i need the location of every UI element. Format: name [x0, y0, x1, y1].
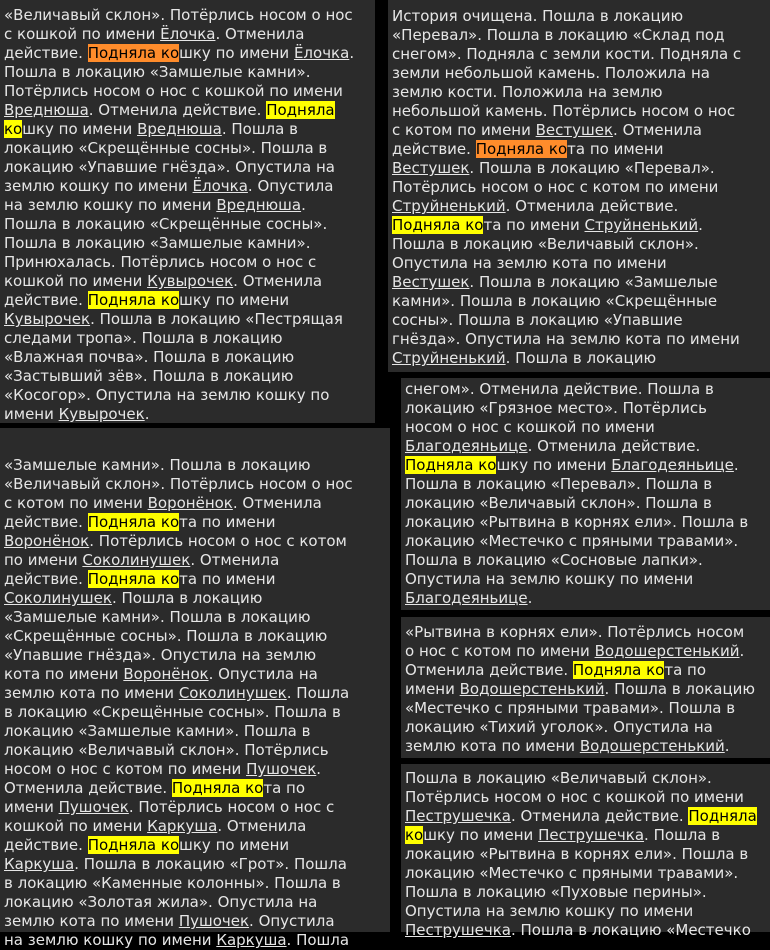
character-name-link[interactable]: Вестушек: [392, 159, 470, 177]
character-name-link[interactable]: Кувырочек: [58, 405, 145, 423]
highlighted-text: Подняла ко: [87, 570, 180, 588]
character-name-link[interactable]: Соколинушек: [178, 684, 287, 702]
log-text-run: та по имени: [567, 140, 664, 158]
log-text-run: . Пошла в локацию «Перевал». Потёрлись носом о нос с котом по имени: [392, 159, 719, 196]
character-name-link[interactable]: Водошерстенький: [579, 737, 725, 755]
log-text-run: . Пошла в локацию «Величавый склон». Опустила на землю кота по имени: [392, 216, 703, 272]
log-text-run: . Отменила действие.: [88, 101, 267, 119]
character-name-link[interactable]: Водошерстенький: [594, 642, 740, 660]
character-name-link[interactable]: Ёлочка: [160, 25, 216, 43]
log-text: [4, 6, 371, 424]
character-name-link[interactable]: Каркуша: [216, 931, 287, 949]
log-text-run: . Отменила действие.: [4, 551, 280, 588]
character-name-link[interactable]: Воронёнок: [123, 665, 209, 683]
log-text-run: . Потёрлись носом о нос с котом по имени: [4, 532, 347, 569]
log-text-run: Пошла в локацию «Величавый склон». Потёрлись носом о нос с кошкой по имени: [405, 769, 744, 806]
log-panel-5: [401, 617, 770, 758]
log-text: [405, 623, 766, 756]
log-text-run: та по имени: [179, 513, 276, 531]
log-text: [392, 7, 766, 368]
highlighted-text: Подняла ко: [392, 216, 484, 234]
character-name-link[interactable]: Воронёнок: [4, 532, 90, 550]
log-text-run: . Пошла в локацию: [505, 349, 657, 367]
highlighted-text: Подняла ко: [87, 291, 180, 309]
character-name-link[interactable]: Водошерстенький: [459, 680, 605, 698]
log-text-run: та по имени: [405, 661, 707, 698]
log-text-run: . Пошла в локацию «Рытвина в корнях ели». Пошла в локацию «Местечко с пряными травами». Пошла в локацию «Пуховые перины». Опустила на землю кошку по имени: [405, 826, 749, 920]
log-text-run: . Потёрлись носом о нос с кошкой по имени: [4, 798, 335, 835]
character-name-link[interactable]: Пушочек: [178, 912, 250, 930]
log-text-run: . Пошла в локацию «Местечко с пряными травами». Пошла в локацию «Тихий уголок». Опустила на землю кота по имени: [405, 680, 756, 755]
highlighted-text: Подняла ко: [475, 140, 568, 158]
character-name-link[interactable]: Каркуша: [4, 855, 75, 873]
log-text-run: «Рытвина в корнях ели». Потёрлись носом о нос с котом по имени: [405, 623, 745, 660]
log-text-run: .: [144, 405, 150, 423]
character-name-link[interactable]: Воронёнок: [147, 494, 233, 512]
log-text-run: шку по имени: [179, 836, 290, 854]
character-name-link[interactable]: Пеструшечка: [405, 807, 511, 825]
log-text-run: «Величавый склон». Потёрлись носом о нос с кошкой по имени: [4, 6, 353, 43]
character-name-link[interactable]: Струйненький: [584, 216, 699, 234]
log-text-run: . Отменила действие.: [392, 121, 702, 158]
log-text: [405, 380, 766, 608]
character-name-link[interactable]: Каркуша: [147, 817, 218, 835]
log-text-run: . Пошла в локацию «Скрещённые сосны». Пошла в локацию «Упавшие гнёзда». Опустила на землю кошку по имени: [4, 120, 335, 195]
log-text-run: .: [527, 589, 533, 607]
log-text-run: «Замшелые камни». Пошла в локацию «Величавый склон». Потёрлись носом о нос с котом по имени: [4, 456, 353, 512]
log-text-run: История очищена. Пошла в локацию «Перевал». Пошла в локацию «Склад под снегом». Подняла с земли кости. Подняла с земли небольшой камень. Положила на землю кости. Положила на землю небольшой камень. Потёрлись носом о нос с котом по имени: [392, 7, 742, 139]
log-text-run: та по имени: [483, 216, 585, 234]
log-text-run: . Пошла в локацию «Грот». Пошла в локацию «Каменные колонны». Пошла в локацию «Золотая жила». Опустила на землю кота по имени: [4, 855, 347, 930]
log-text-run: . Отменила действие.: [510, 807, 689, 825]
highlighted-text: Подняла ко: [405, 456, 497, 474]
log-text-run: . Опустила на землю кошку по имени: [4, 912, 335, 949]
character-name-link[interactable]: Вреднюша: [4, 101, 89, 119]
log-text-run: . Отменила действие.: [4, 760, 322, 797]
log-text: [4, 456, 386, 950]
character-name-link[interactable]: Кувырочек: [4, 310, 91, 328]
log-text-run: . Отменила действие.: [4, 272, 323, 309]
log-text-run: . Пошла в локацию «Замшелые камни». Пошла в локацию «Скрещённые сосны». Пошла в локацию «Упавшие гнёзда». Опустила на землю кота по имени: [392, 273, 740, 348]
highlighted-text: Подняла ко: [87, 513, 180, 531]
log-text-run: . Пошла в локацию «Скрещённые сосны». Пошла в локацию «Замшелые камни». Пошла в локацию «Величавый склон». Потёрлись носом о нос с котом по имени: [4, 684, 350, 778]
highlighted-text: Подняла ко: [171, 779, 264, 797]
character-name-link[interactable]: Пеструшечка: [405, 921, 511, 939]
log-text-run: . Отменила действие.: [4, 817, 307, 854]
log-panel-2: [388, 0, 770, 372]
log-text-run: снегом». Отменила действие. Пошла в локацию «Грязное место». Потёрлись носом о нос с кошкой по имени: [405, 380, 714, 436]
log-text: [405, 769, 766, 940]
character-name-link[interactable]: Соколинушек: [4, 589, 112, 607]
log-text-run: шку по имени: [423, 826, 539, 844]
log-text-run: . Пошла в локацию «Замшелые камни». Пошла в локацию «Скрещённые сосны». Пошла в локацию «Упавшие гнёзда». Опустила на землю кота по имени: [4, 589, 328, 683]
log-text-run: . Пошла в локацию «Перевал». Пошла в локацию «Величавый склон». Пошла в локацию «Рытвина в корнях ели». Пошла в локацию «Местечко с пряными травами». Пошла в локацию «Сосновые лапки». Опустила на землю кошку по имени: [405, 456, 749, 588]
character-name-link[interactable]: Благодеяньице: [611, 456, 734, 474]
character-name-link[interactable]: Соколинушек: [82, 551, 191, 569]
character-name-link[interactable]: Струйненький: [392, 197, 506, 215]
character-name-link[interactable]: Пеструшечка: [538, 826, 645, 844]
log-text-run: шку по имени: [179, 291, 290, 309]
character-name-link[interactable]: Пушочек: [58, 798, 129, 816]
log-text-run: . Пошла в локацию «Скрещённые сосны». Пошла в локацию «Замшелые камни». Принюхалась. Потёрлись носом о нос с кошкой по имени: [4, 196, 328, 290]
character-name-link[interactable]: Вреднюша: [137, 120, 222, 138]
log-text-run: . Пошла в локацию «Пестрящая следами тропа». Пошла в локацию «Влажная почва». Пошла в локацию «Застывший зёв». Пошла в локацию «Косогор». Опустила на землю кошку по имени: [4, 310, 343, 423]
log-text-run: шку по имени: [179, 44, 294, 62]
character-name-link[interactable]: Ёлочка: [293, 44, 350, 62]
log-panel-1: [0, 0, 375, 423]
character-name-link[interactable]: Струйненький: [392, 349, 506, 367]
character-name-link[interactable]: Благодеяньице: [405, 437, 528, 455]
log-text-run: . Опустила на землю кота по имени: [4, 665, 318, 702]
log-text-run: .: [724, 737, 730, 755]
log-text-run: . Отменила действие.: [505, 197, 679, 215]
character-name-link[interactable]: Вреднюша: [216, 196, 302, 214]
log-text-run: шку по имени: [496, 456, 612, 474]
log-panel-3: [401, 378, 770, 610]
log-text-run: . Отменила действие.: [4, 494, 322, 531]
log-panel-6: [401, 764, 770, 939]
log-text-run: та по имени: [179, 570, 276, 588]
log-panel-4: [0, 428, 390, 949]
log-text-run: . Опустила на землю кошку по имени: [4, 177, 334, 214]
highlighted-text: Подняла ко: [87, 44, 180, 62]
log-text-run: . Пошла: [286, 931, 350, 949]
log-text-run: шку по имени: [22, 120, 138, 138]
log-text-run: . Пошла в локацию «Замшелые камни». Потёрлись носом о нос с кошкой по имени: [4, 44, 355, 100]
highlighted-text: Подняла ко: [4, 101, 335, 138]
character-name-link[interactable]: Благодеяньице: [405, 589, 528, 607]
log-text-run: . Отменила действие.: [4, 25, 305, 62]
character-name-link[interactable]: Пушочек: [246, 760, 317, 778]
character-name-link[interactable]: Ёлочка: [192, 177, 248, 195]
highlighted-text: Подняла ко: [572, 661, 665, 679]
highlighted-text: Подняла ко: [405, 807, 757, 844]
log-text-run: . Отменила действие.: [527, 437, 701, 455]
character-name-link[interactable]: Вестушек: [392, 273, 470, 291]
highlighted-text: Подняла ко: [87, 836, 180, 854]
log-text-run: . Отменила действие.: [405, 642, 745, 679]
log-text-run: . Пошла в локацию «Местечко: [510, 921, 751, 939]
character-name-link[interactable]: Кувырочек: [147, 272, 234, 290]
log-text-run: та по имени: [4, 779, 306, 816]
character-name-link[interactable]: Вестушек: [535, 121, 614, 139]
